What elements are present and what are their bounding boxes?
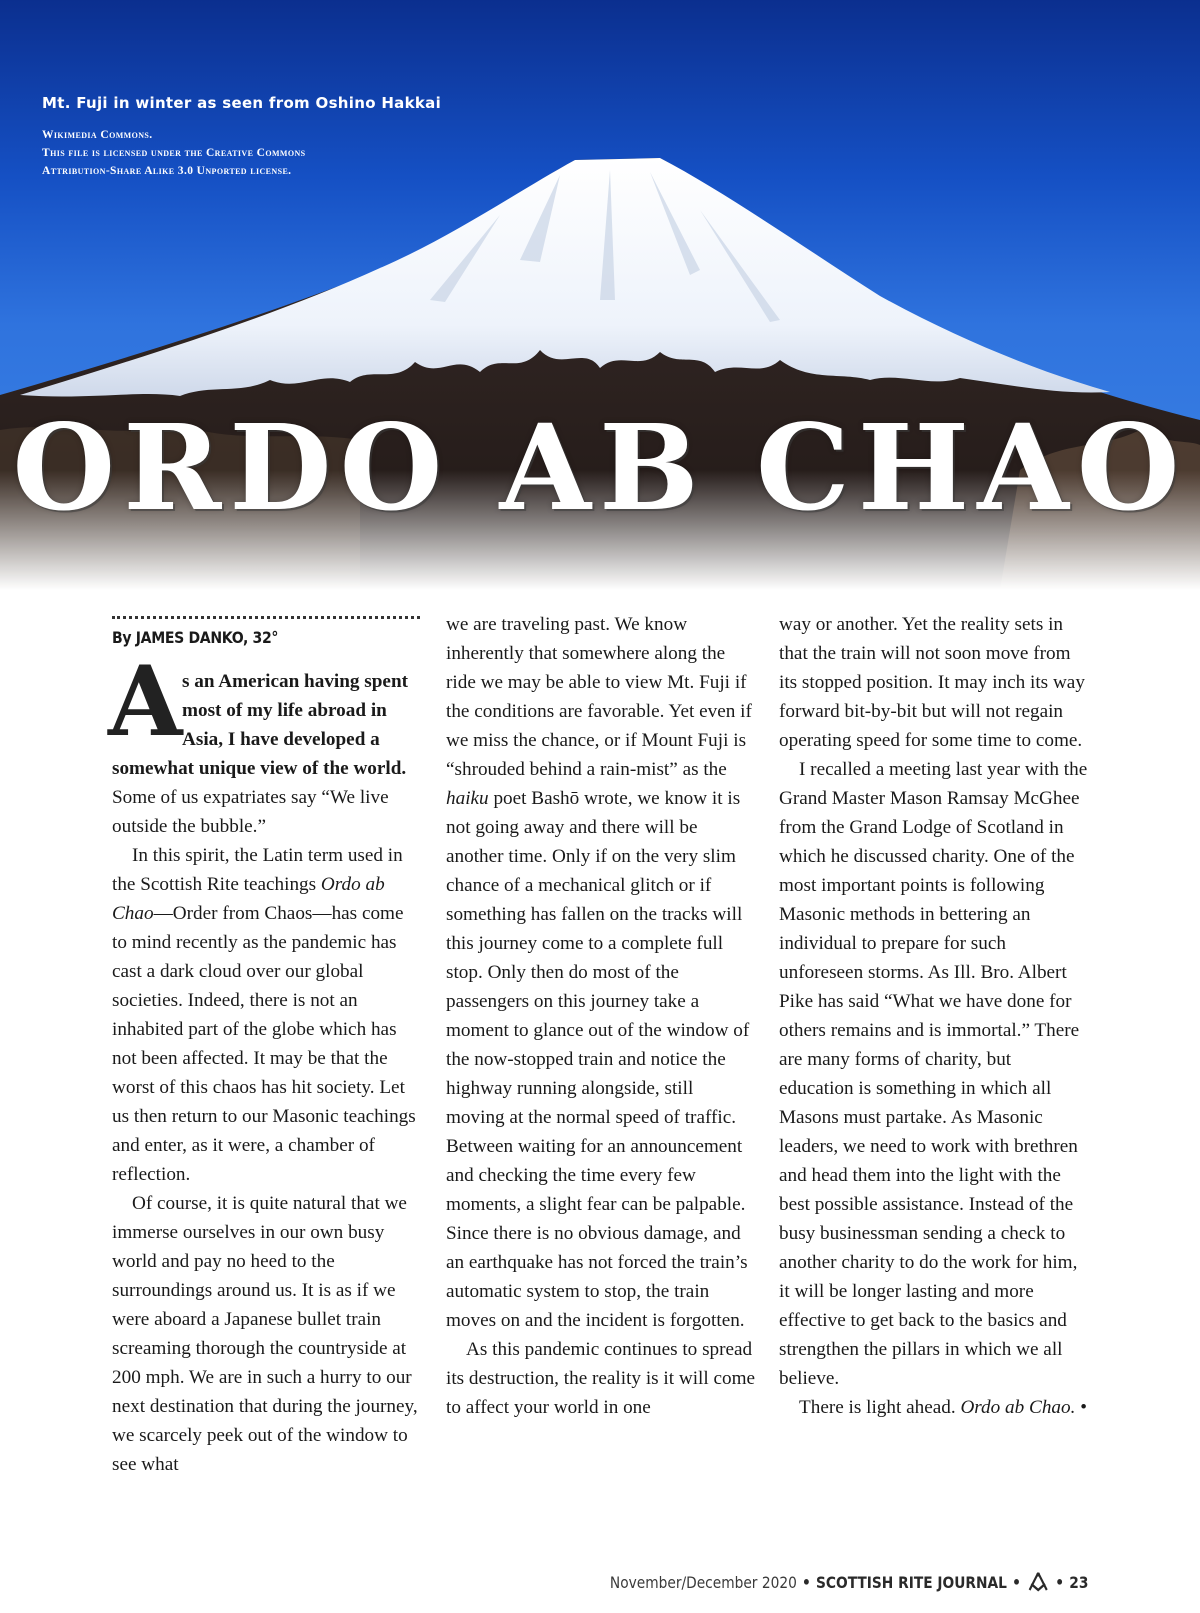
paragraph: Of course, it is quite natural that we immerse ourselves in our own busy world and pay no heed to the surroundings around us. It is as if we were aboard a Japanese bullet train screaming thorough the countryside at 200 mph. We are in such a hurry to our next destination that during the journey, we scarcely peek out of the window to see what — [112, 1193, 418, 1475]
photo-credit-line: This file is licensed under the Creative Commons — [42, 147, 306, 159]
text-run: There is light ahead. — [799, 1397, 961, 1418]
article-title: ORDO AB CHAO — [12, 398, 1188, 537]
photo-credit — [42, 126, 306, 180]
separator-dot: • — [1011, 1572, 1021, 1592]
page-number: 23 — [1068, 1572, 1088, 1592]
paragraph: I recalled a meeting last year with the Grand Master Mason Ramsay McGhee from the Grand Lodge of Scotland in which he discussed charity. One of the most important points is following Masonic methods in bettering an individual to prepare for such unforeseen storms. As Ill. Bro. Albert Pike has said “What we have done for others remains and is immortal.” There are many forms of charity, but education is something in which all Masons must partake. As Masonic leaders, we need to work with brethren and head them into the light with the best possible assistance. Instead of the busy businessman sending a check to another charity to do the work for him, it will be longer lasting and more effective to get back to the basics and strengthen the pillars in which we all believe. — [779, 759, 1088, 1389]
paragraph — [446, 610, 756, 1335]
journal-name: SCOTTISH RITE JOURNAL — [815, 1572, 1007, 1592]
italic-text: Ordo ab Chao. — [960, 1397, 1076, 1418]
italic-text: haiku — [446, 788, 489, 809]
separator-dot: • — [801, 1572, 811, 1592]
text-run: we are traveling past. We know inherently that somewhere along the ride we may be able to view Mt. Fuji if the conditions are favorable. Yet even if we miss the chance, or if Mount Fuji is “shrouded behind a rain-mist” as the — [446, 614, 752, 780]
text-run: • — [1075, 1397, 1087, 1418]
column-2 — [446, 610, 756, 1422]
paragraph: way or another. Yet the reality sets in that the train will not soon move from its stopped position. It may inch its way forward bit-by-bit but will not regain operating speed for some time to come. — [779, 614, 1085, 751]
separator-dot: • — [1054, 1572, 1064, 1592]
paragraph: As this pandemic continues to spread its destruction, the reality is it will come to affect your world in one — [446, 1339, 756, 1418]
text-run: —Order from Chaos—has come to mind recently as the pandemic has cast a dark cloud over our global societies. Indeed, there is not an inhabited part of the globe which has not been affected. It may be that the worst of this chaos has hit society. Let us then return to our Masonic teachings and enter, as it were, a chamber of reflection. — [112, 903, 416, 1185]
text-run: poet Bashō wrote, we know it is not going away and there will be another time. Only if on the very slim chance of a mechanical glitch or if something has fallen on the tracks will this journey come to a complete full stop. Only then do most of the passengers on this journey take a moment to glance out of the window of the now-stopped train and notice the highway running alongside, still moving at the normal speed of traffic. Between waiting for an announcement and checking the time every few moments, a slight fear can be palpable. Since there is no obvious damage, and an earthquake has not forced the train’s automatic system to stop, the train moves on and the incident is forgotten. — [446, 788, 750, 1331]
paragraph — [779, 1393, 1089, 1422]
byline-rule — [112, 616, 420, 619]
square-compass-icon — [1026, 1572, 1050, 1592]
lead-bold-text: s an American having spent most of my life abroad in Asia, I have developed a somewhat unique view of the world. — [112, 671, 409, 779]
photo-credit-line: Wikimedia Commons. — [42, 129, 153, 141]
text-run: Some of us expatriates say “We live outside the bubble.” — [112, 787, 389, 837]
column-1 — [112, 667, 420, 1479]
page-footer — [609, 1572, 1088, 1592]
text-run: In this spirit, the Latin term used in the Scottish Rite teachings — [112, 845, 403, 895]
hero-photo — [0, 0, 1200, 590]
italic-text: Ordo ab Chao — [112, 874, 385, 924]
drop-cap: A — [108, 645, 183, 758]
paragraph — [112, 841, 420, 1189]
issue-date: November/December 2020 — [609, 1572, 797, 1592]
byline: By JAMES DANKO, 32° — [112, 628, 279, 647]
photo-credit-line: Attribution-Share Alike 3.0 Unported license. — [42, 165, 292, 177]
photo-caption-title: Mt. Fuji in winter as seen from Oshino Hakkai — [42, 94, 442, 112]
column-3 — [779, 610, 1089, 1422]
drop-cap-space — [112, 667, 182, 751]
